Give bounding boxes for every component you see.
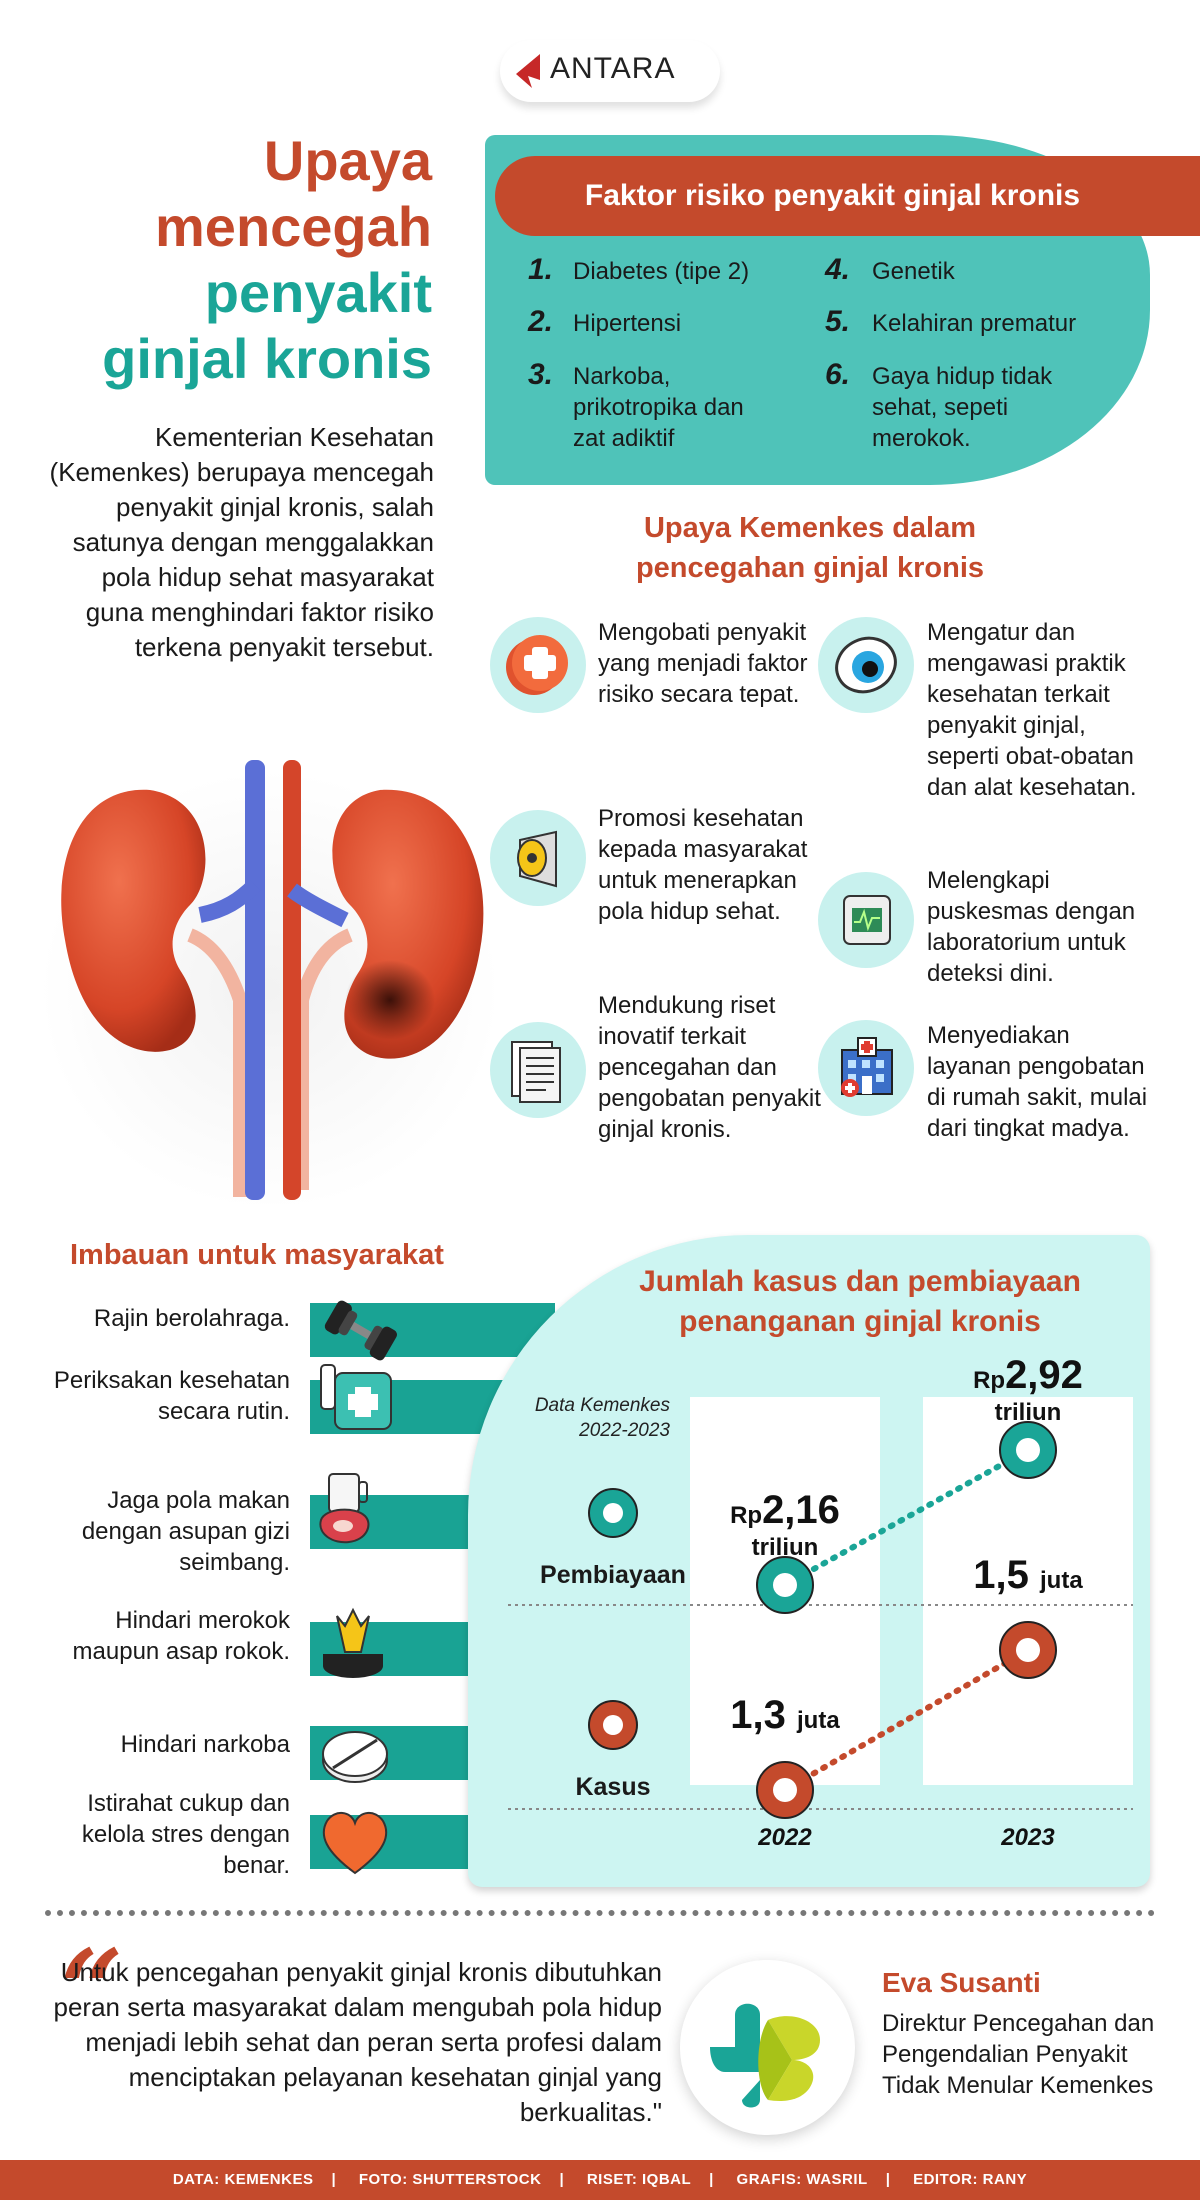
kemenkes-item-1: Mengobati penyakit yang menjadi faktor risiko secara tepat. <box>598 619 808 708</box>
risk-item-3: Narkoba, prikotropika dan zat adiktif <box>573 363 744 452</box>
imbauan-item-5: Hindari narkoba <box>120 1731 290 1758</box>
kemenkes-item-6: Menyediakan layanan pengobatan di rumah sakit, mulai dari tingkat madya. <box>927 1022 1148 1142</box>
title-line-1: Upaya <box>263 129 432 192</box>
risk-factor-title: Faktor risiko penyakit ginjal kronis <box>584 179 1081 212</box>
legend-label-pembiayaan: Pembiayaan <box>540 1561 686 1589</box>
monitor-icon <box>818 872 914 968</box>
chart-point-inner-pembiayaan-2023 <box>1016 1438 1040 1462</box>
risk-factor-header <box>495 156 1200 236</box>
pill-icon <box>315 1710 405 1800</box>
kemenkes-section-title: Upaya Kemenkes dalam pencegahan ginjal kronis <box>635 512 985 584</box>
medical-kit-icon <box>315 1355 405 1445</box>
footer-credit-research: RISET: IQBAL <box>586 2171 692 2188</box>
food-icon <box>315 1468 405 1558</box>
risk-item-5: Kelahiran prematur <box>872 310 1077 337</box>
imbauan-item-4: Hindari merokok maupun asap rokok. <box>72 1607 290 1665</box>
risk-item-4: Genetik <box>872 258 955 285</box>
chart-value-kasus-2022: 1,3 juta <box>730 1693 840 1737</box>
legend-label-kasus: Kasus <box>575 1773 651 1801</box>
hospital-icon <box>818 1020 914 1116</box>
legend-marker-inner-kasus <box>603 1715 623 1735</box>
title-line-4: ginjal kronis <box>102 327 432 390</box>
antara-logo <box>500 40 720 102</box>
legend-marker-inner-pembiayaan <box>603 1503 623 1523</box>
kemenkes-logo <box>680 1960 855 2135</box>
risk-item-2: Hipertensi <box>573 310 682 337</box>
quote-mark-icon: “ <box>60 1925 124 2054</box>
imbauan-item-2: Periksakan kesehatan secara rutin. <box>53 1367 290 1425</box>
imbauan-item-1: Rajin berolahraga. <box>93 1305 290 1332</box>
kemenkes-item-3: Mendukung riset inovatif terkait pencegahan dan pengobatan penyakit ginjal kronis. <box>598 992 821 1143</box>
quote-text: Untuk pencegahan penyakit ginjal kronis dibutuhkan peran serta masyarakat dalam mengubah pola hidup menjadi lebih sehat dan peran serta profesi dalam menciptakan pelayanan kesehatan ginjal yang berkualitas." <box>53 1957 662 2127</box>
chart-svg <box>468 1235 1150 1887</box>
risk-num-4: 4. <box>825 253 851 286</box>
risk-num-1: 1. <box>528 253 554 286</box>
risk-num-2: 2. <box>528 305 554 338</box>
imbauan-section-title: Imbauan untuk masyarakat <box>70 1239 444 1271</box>
chart-value-kasus-2023: 1,5 juta <box>973 1553 1083 1597</box>
risk-item-6: Gaya hidup tidak sehat, sepeti merokok. <box>872 363 1053 452</box>
kemenkes-item-2: Promosi kesehatan kepada masyarakat untuk menerapkan pola hidup sehat. <box>598 805 808 925</box>
footer-credits: DATA: KEMENKES | FOTO: SHUTTERSTOCK | RISET: IQBAL | GRAFIS: WASRIL | EDITOR: RANY <box>0 2160 1200 2200</box>
footer-credit-graphics: GRAFIS: WASRIL <box>736 2171 868 2188</box>
risk-num-3: 3. <box>528 358 554 391</box>
chart-point-inner-kasus-2022 <box>773 1778 797 1802</box>
chart-x-label-2022: 2022 <box>758 1824 812 1851</box>
chart-x-label-2023: 2023 <box>1001 1824 1055 1851</box>
medical-cross-icon <box>490 617 586 713</box>
intro-text: Kementerian Kesehatan (Kemenkes) berupaya mencegah penyakit ginjal kronis, salah satunya dengan menggalakkan pola hidup sehat masyarakat guna menghindari faktor risiko terkena penyakit tersebut. <box>49 422 434 662</box>
kidney-illustration <box>40 730 500 1210</box>
chart-source: Data Kemenkes 2022-2023 <box>534 1395 670 1441</box>
heart-icon <box>315 1795 405 1885</box>
logo-text: ANTARA <box>550 52 676 85</box>
page-title <box>32 128 432 392</box>
chart-unit-pembiayaan-2022: triliun <box>751 1534 819 1561</box>
eye-icon <box>818 617 914 713</box>
chart-value-pembiayaan-2023: Rp2,92 <box>973 1353 1083 1397</box>
chart-title: Jumlah kasus dan pembiayaan penanganan ginjal kronis <box>639 1265 1081 1338</box>
chart-unit-pembiayaan-2023: triliun <box>994 1399 1062 1426</box>
chart-value-pembiayaan-2022: Rp2,16 <box>730 1488 840 1532</box>
person-role: Direktur Pencegahan dan Pengendalian Penyakit Tidak Menular Kemenkes <box>882 2010 1155 2099</box>
risk-item-1: Diabetes (tipe 2) <box>573 258 750 285</box>
person-name: Eva Susanti <box>882 1967 1041 1998</box>
risk-num-5: 5. <box>825 305 851 338</box>
document-icon <box>490 1022 586 1118</box>
footer-credit-editor: EDITOR: RANY <box>913 2171 1028 2188</box>
no-smoking-icon <box>315 1596 405 1686</box>
risk-num-6: 6. <box>825 358 851 391</box>
imbauan-item-6: Istirahat cukup dan kelola stres dengan benar. <box>81 1790 290 1879</box>
title-line-2: mencegah <box>155 195 432 258</box>
kemenkes-item-5: Melengkapi puskesmas dengan laboratorium untuk deteksi dini. <box>927 867 1136 987</box>
footer-credit-data: DATA: KEMENKES <box>172 2171 314 2188</box>
megaphone-icon <box>490 810 586 906</box>
imbauan-item-3: Jaga pola makan dengan asupan gizi seimbang. <box>81 1487 290 1576</box>
title-line-3: penyakit <box>204 261 432 324</box>
antara-logo-icon <box>510 50 548 92</box>
divider <box>45 1910 1155 1916</box>
footer-credit-photo: FOTO: SHUTTERSTOCK <box>358 2171 542 2188</box>
kemenkes-item-4: Mengatur dan mengawasi praktik kesehatan terkait penyakit ginjal, seperti obat-obatan dan alat kesehatan. <box>927 619 1137 801</box>
chart-point-inner-pembiayaan-2022 <box>773 1573 797 1597</box>
chart-point-inner-kasus-2023 <box>1016 1638 1040 1662</box>
